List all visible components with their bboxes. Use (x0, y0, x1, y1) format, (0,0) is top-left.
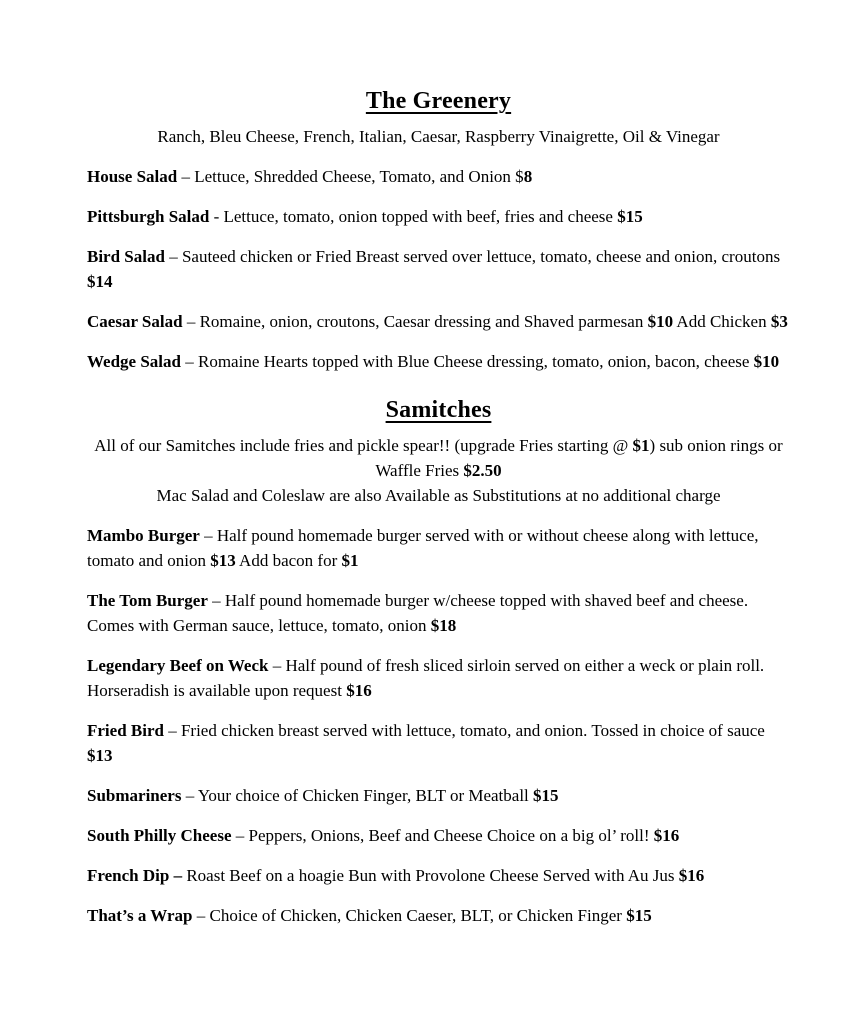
menu-item (87, 164, 790, 189)
item-price: $15 (617, 207, 643, 226)
item-description: – Half pound homemade burger w/cheese topped with shaved beef and cheese. Comes with German sauce, lettuce, tomato, onion (87, 591, 749, 635)
item-description: – Sauteed chicken or Fried Breast served over lettuce, tomato, cheese and onion, croutons (164, 247, 781, 266)
note-text: All of our Samitches include fries and pickle spear!! (upgrade Fries starting @ (94, 436, 633, 455)
note-text: ) sub onion rings or Waffle Fries (375, 436, 783, 480)
menu-item (87, 204, 790, 229)
item-price: $15 (626, 906, 652, 925)
menu-section (87, 86, 790, 374)
menu-item (87, 823, 790, 848)
item-description: – Choice of Chicken, Chicken Caeser, BLT, or Chicken Finger (192, 906, 627, 925)
note-text: Mac Salad and Coleslaw are also Available as Substitutions at no additional charge (156, 486, 721, 505)
item-price: $10 (647, 312, 674, 331)
menu-item (87, 309, 790, 334)
item-price: $3 (770, 312, 788, 331)
item-description: – Your choice of Chicken Finger, BLT or Meatball (181, 786, 534, 805)
item-description: – Romaine, onion, croutons, Caesar dressing and Shaved parmesan (182, 312, 648, 331)
item-description: Add bacon for (235, 551, 342, 570)
menu-item (87, 863, 790, 888)
note-text: Ranch, Bleu Cheese, French, Italian, Caesar, Raspberry Vinaigrette, Oil & Vinegar (157, 127, 720, 146)
item-name: South Philly Cheese (87, 826, 232, 845)
item-name: House Salad (87, 167, 178, 186)
item-price: $1 (632, 436, 650, 455)
menu-item (87, 718, 790, 768)
section-title-text: Samitches (385, 397, 492, 423)
item-name: The Tom Burger (87, 591, 208, 610)
section-note (87, 124, 790, 149)
item-name: Submariners (87, 786, 182, 805)
menu-item (87, 523, 790, 573)
item-description: – Peppers, Onions, Beef and Cheese Choice on a big ol’ roll! (231, 826, 654, 845)
item-description: – Fried chicken breast served with lettuce, tomato, and onion. Tossed in choice of sauce (163, 721, 765, 740)
item-price: $13 (87, 746, 113, 765)
item-name: Caesar Salad (87, 312, 183, 331)
menu-item (87, 588, 790, 638)
section-note (87, 433, 790, 483)
menu-item (87, 244, 790, 294)
item-name: French Dip – (87, 866, 183, 885)
item-description: – Lettuce, Shredded Cheese, Tomato, and Onion $ (177, 167, 524, 186)
item-price: 8 (523, 167, 533, 186)
item-price: $18 (430, 616, 457, 635)
item-name: Wedge Salad (87, 352, 181, 371)
item-name: Pittsburgh Salad (87, 207, 210, 226)
item-price: $15 (533, 786, 559, 805)
item-description: - Lettuce, tomato, onion topped with beef, fries and cheese (209, 207, 618, 226)
item-price: $13 (210, 551, 236, 570)
item-description: – Half pound of fresh sliced sirloin served on either a weck or plain roll. Horseradish is available upon request (87, 656, 765, 700)
item-description: Roast Beef on a hoagie Bun with Provolone Cheese Served with Au Jus (182, 866, 679, 885)
section-title (87, 86, 790, 116)
menu-root (87, 86, 790, 928)
item-description: – Romaine Hearts topped with Blue Cheese dressing, tomato, onion, bacon, cheese (181, 352, 754, 371)
item-description: Add Chicken (673, 312, 771, 331)
item-price: $14 (87, 272, 113, 291)
item-name: Mambo Burger (87, 526, 200, 545)
item-price: $10 (753, 352, 780, 371)
item-name: Fried Bird (87, 721, 164, 740)
item-description: – Half pound homemade burger served with or without cheese along with lettuce, tomato and onion (87, 526, 759, 570)
section-title-text: The Greenery (365, 88, 512, 114)
item-name: Legendary Beef on Weck (87, 656, 269, 675)
item-price: $1 (341, 551, 359, 570)
item-name: That’s a Wrap (87, 906, 193, 925)
item-name: Bird Salad (87, 247, 165, 266)
item-price: $16 (346, 681, 372, 700)
menu-item (87, 783, 790, 808)
item-price: $2.50 (463, 461, 502, 480)
section-title (87, 395, 790, 425)
section-note (87, 483, 790, 508)
menu-section (87, 395, 790, 928)
item-price: $16 (653, 826, 680, 845)
item-price: $16 (678, 866, 705, 885)
menu-item (87, 903, 790, 928)
menu-item (87, 653, 790, 703)
menu-item (87, 349, 790, 374)
